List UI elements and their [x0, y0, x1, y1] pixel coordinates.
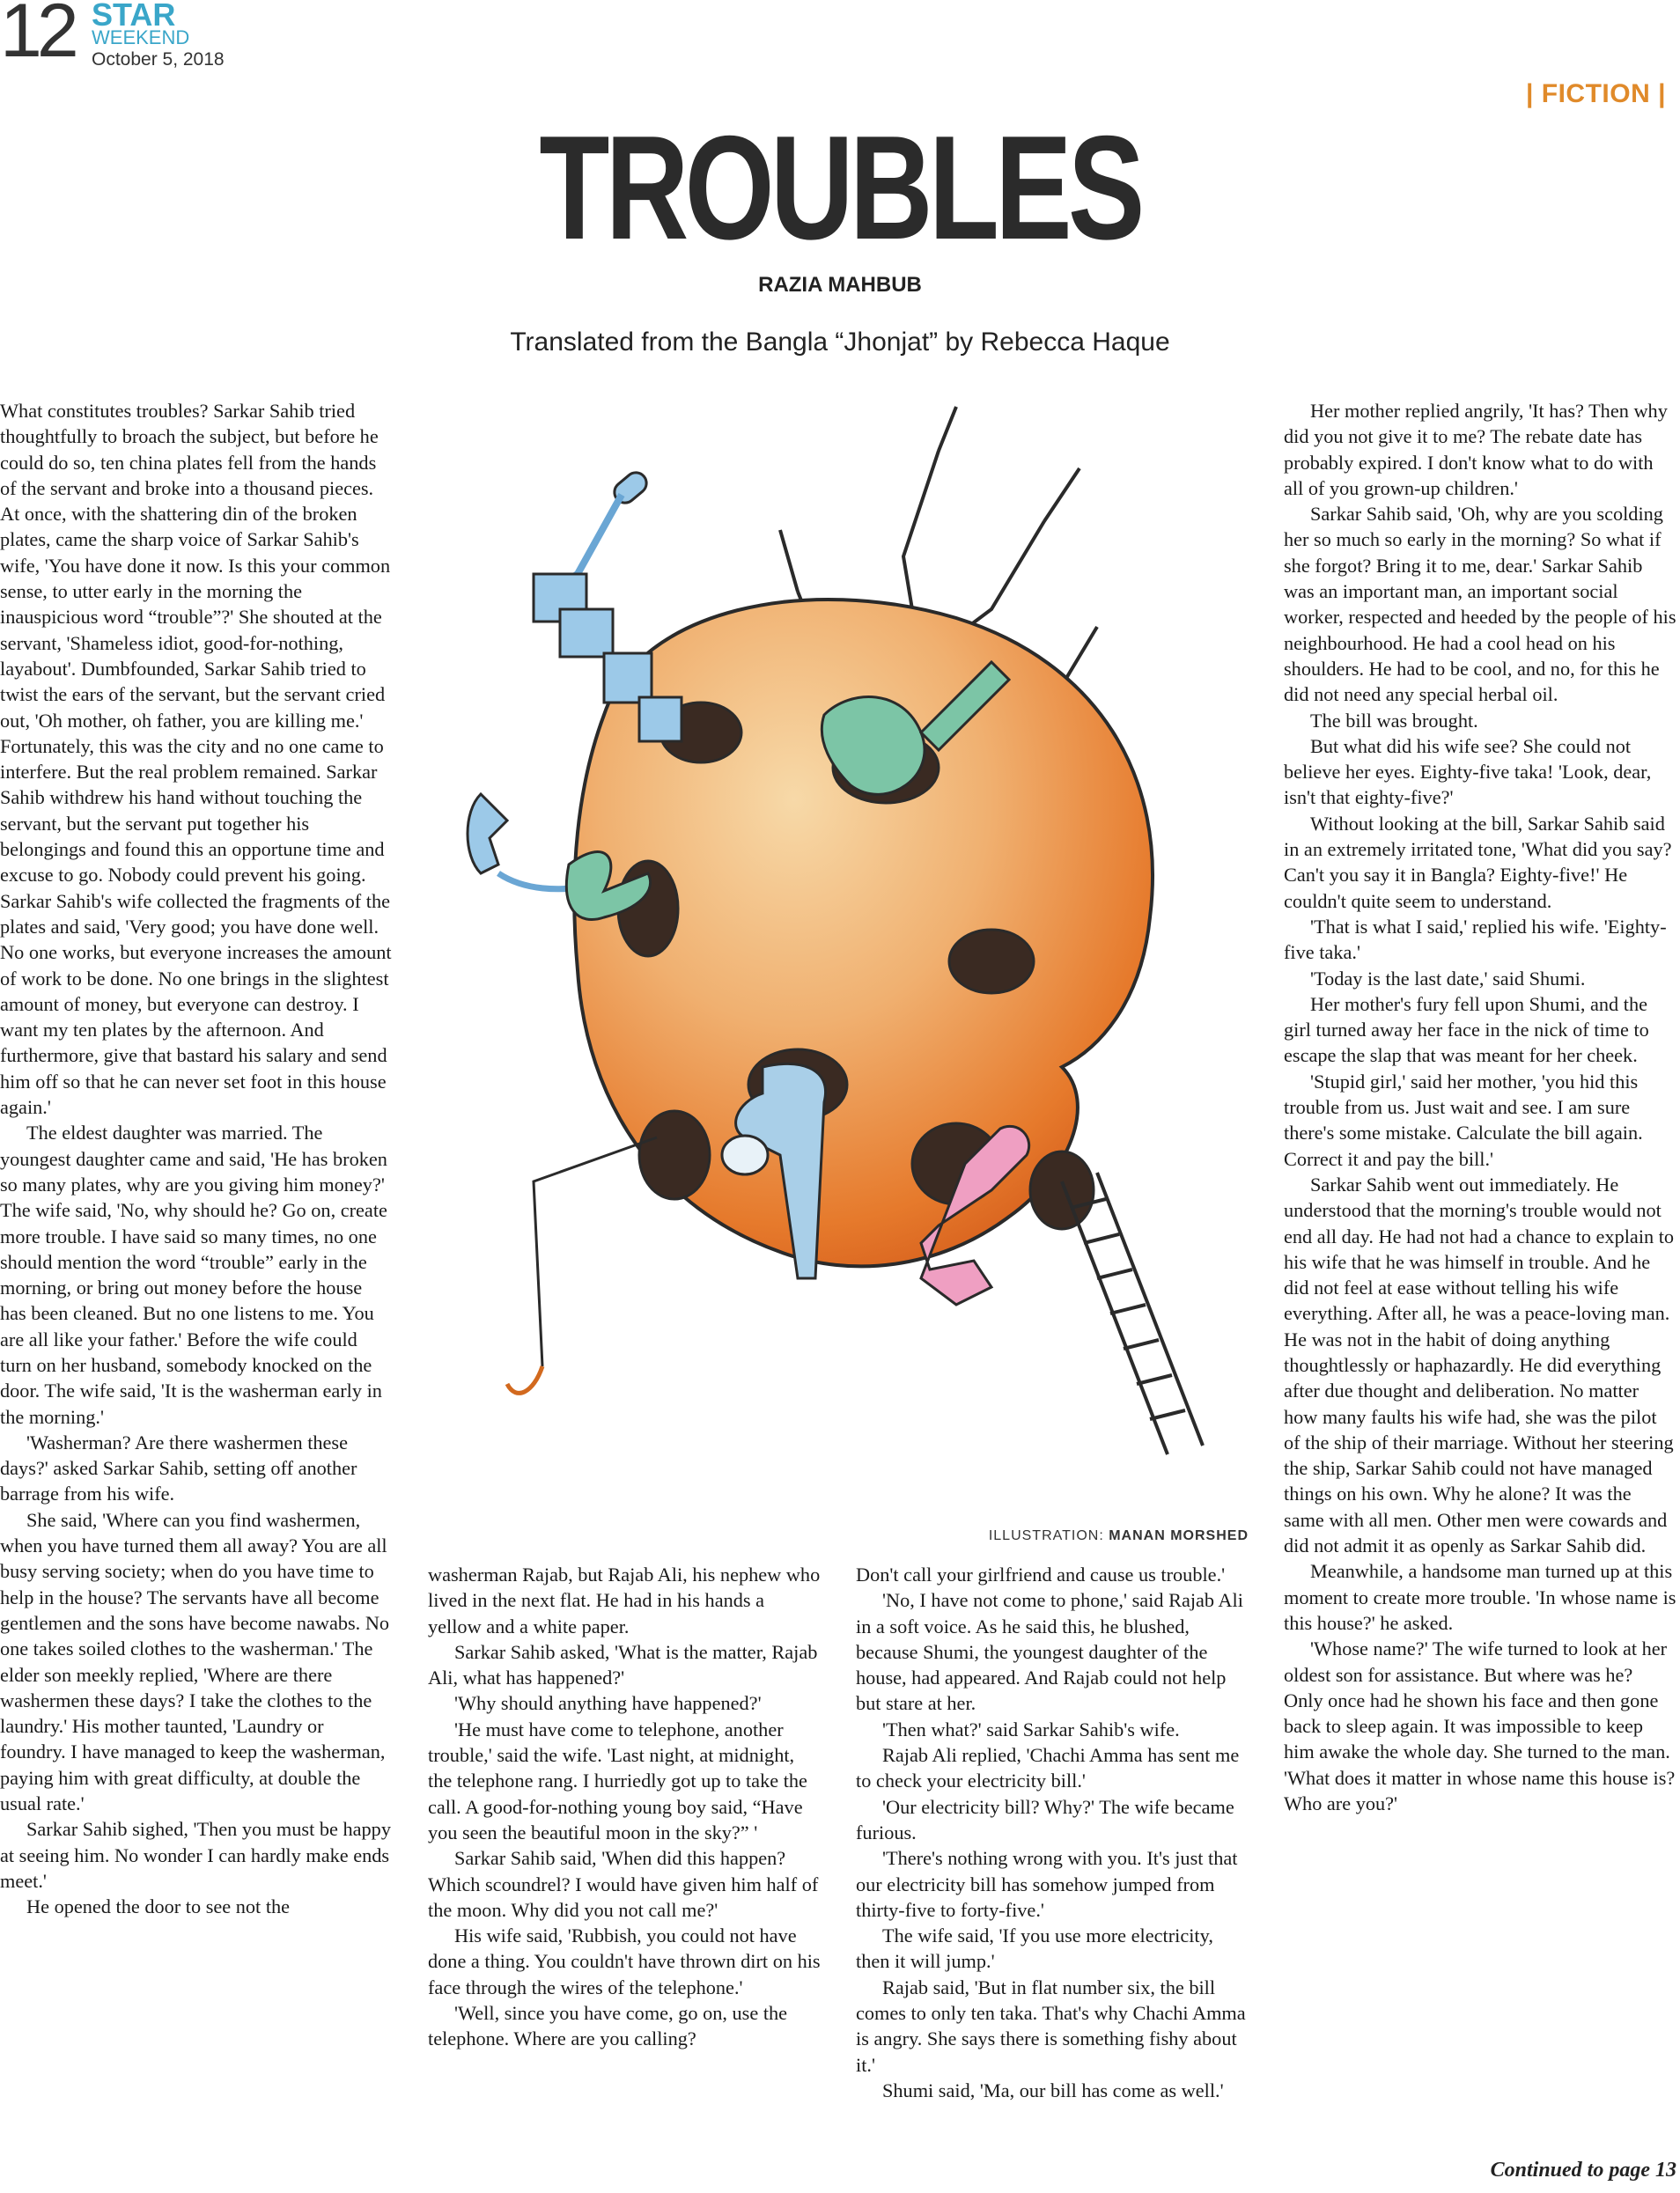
paragraph: 'Why should anything have happened?'	[454, 1692, 762, 1715]
page-number: 12	[0, 0, 74, 73]
paragraph: 'Today is the last date,' said Shumi.	[1310, 967, 1586, 990]
story-title: TROUBLES	[539, 105, 1141, 270]
paragraph: The eldest daughter was married. The youngest daughter came and said, 'He has broken so many plates, why are you giving him money?' The wife said, 'No, why should he? Go on, create more trouble. I have said so many times, no one should mention the word “trouble” early in the morning, or bring out money before the house has been cleaned. But no one listens to me. You are all like your father.' Before the wife could turn on her husband, somebody knocked on the door. The wife said, 'It is the washerman early in the morning.'	[0, 1122, 387, 1428]
masthead	[0, 0, 282, 76]
brand-weekend: WEEKEND	[92, 26, 190, 48]
illustration-credit	[989, 1528, 1249, 1544]
section-tag: | FICTION |	[1526, 79, 1666, 108]
author-byline: RAZIA MAHBUB	[758, 273, 922, 297]
paragraph: Without looking at the bill, Sarkar Sahib said in an extremely irritated tone, 'What did you say? Can't you say it in Bangla? Eighty-five!' He couldn't quite seem to understand.	[1284, 812, 1672, 912]
illustration-credit-label: ILLUSTRATION:	[988, 1528, 1109, 1543]
paragraph: 'Well, since you have come, go on, use the telephone. Where are you calling?	[428, 2002, 788, 2050]
paragraph: His wife said, 'Rubbish, you could not have done a thing. You couldn't have thrown dirt on his face through the wires of the telephone.'	[428, 1924, 821, 1998]
paragraph: Sarkar Sahib said, 'Oh, why are you scolding her so much so early in the morning? So what if she forgot? Bring it to me, dear.' Sarkar Sahib was an important man, an important social worker, respected and heeded by the people of his neighbourhood. He had a cool head on his shoulders. He had to be cool, and no, for this he did not need any special herbal oil.	[1284, 503, 1676, 706]
paragraph: Sarkar Sahib said, 'When did this happen? Which scoundrel? I would have given him half of the moon. Why did you not call me?'	[428, 1847, 819, 1921]
paragraph: Her mother replied angrily, 'It has? Then why did you not give it to me? The rebate date has probably expired. I don't know what to do with all of you grown-up children.'	[1284, 400, 1668, 499]
illustration	[428, 398, 1249, 1490]
paragraph: washerman Rajab, but Rajab Ali, his nephew who lived in the next flat. He had in his hands a yellow and a white paper.	[428, 1564, 821, 1637]
paragraph: 'Our electricity bill? Why?' The wife became furious.	[856, 1795, 1234, 1843]
issue-date: October 5, 2018	[92, 49, 225, 70]
lamp-and-frames-icon	[534, 468, 682, 741]
paragraph: 'Then what?' said Sarkar Sahib's wife.	[882, 1718, 1180, 1740]
paragraph: 'Whose name?' The wife turned to look at her oldest son for assistance. But where was he? Only once had he shown his face and then gone back to sleep again. It was impossible to keep him awake the whole day. She turned to the man. 'What does it matter in whose name this house is? Who are you?'	[1284, 1637, 1676, 1815]
paragraph: Sarkar Sahib asked, 'What is the matter, Rajab Ali, what has happened?'	[428, 1640, 818, 1689]
paragraph: Rajab Ali replied, 'Chachi Amma has sent me to check your electricity bill.'	[856, 1744, 1240, 1792]
paragraph: Her mother's fury fell upon Shumi, and the girl turned away her face in the nick of time to escape the slap that was meant for her cheek.	[1284, 992, 1649, 1067]
paragraph: 'There's nothing wrong with you. It's just that our electricity bill has somehow jumped from thirty-five to forty-five.'	[856, 1847, 1238, 1921]
paragraph: She said, 'Where can you find washermen, when you have turned them all away? You are all busy serving society; when do you have time to help in the house? The servants have all become gentlemen and the sons have become nawabs. No one takes soiled clothes to the washerman.' The elder son meekly replied, 'Where are there washermen these days? I take the clothes to the laundry.' His mother taunted, 'Laundry or foundry. I have managed to keep the washerman, paying him with great difficulty, at double the usual rate.'	[0, 1508, 390, 1815]
brand-star: STAR	[92, 0, 176, 33]
text-column-2	[428, 1562, 821, 2052]
text-column-1	[0, 398, 393, 1920]
paragraph: Meanwhile, a handsome man turned up at this moment to create more trouble. 'In whose name is this house?' he asked.	[1284, 1560, 1676, 1634]
text-column-4	[1284, 398, 1676, 1816]
paragraph: 'That is what I said,' replied his wife. 'Eighty-five taka.'	[1284, 915, 1667, 964]
paragraph: Sarkar Sahib went out immediately. He understood that the morning's trouble would not end all day. He had not had a chance to explain to his wife that he was himself in trouble. And he did not feel at ease without telling his wife everything. After all, he was a peace-loving man. He was not in the habit of doing anything thoughtlessly or haphazardly. He did everything after due thought and deliberation. No matter how many faults his wife had, she was the pilot of the ship of their marriage. Without her steering the ship, Sarkar Sahib could not have managed things on his own. Why he alone? It was the same with all men. Other men were cowards and did not admit it as openly as Sarkar Sahib did.	[1284, 1173, 1675, 1557]
paragraph: He opened the door to see not the	[26, 1895, 291, 1918]
paragraph: 'Stupid girl,' said her mother, 'you hid this trouble from us. Just wait and see. I am sure there's some mistake. Calculate the bill again. Correct it and pay the bill.'	[1284, 1070, 1643, 1170]
paragraph: Rajab said, 'But in flat number six, the bill comes to only ten taka. That's why Chachi Amma is angry. She says there is something fishy about it.'	[856, 1976, 1246, 2076]
paragraph: What constitutes troubles? Sarkar Sahib tried thoughtfully to broach the subject, but before he could do so, ten china plates fell from the hands of the servant and broke into a thousand pieces. At once, with the shattering din of the broken plates, came the sharp voice of Sarkar Sahib's wife, 'You have done it now. Is this your common sense, to utter early in the morning the inauspicious word “trouble”?' She shouted at the servant, 'Shameless idiot, good-for-nothing, layabout'. Dumbfounded, Sarkar Sahib tried to twist the ears of the servant, but the servant cried out, 'Oh mother, oh father, you are killing me.' Fortunately, this was the city and no one came to interfere. But the real problem remained. Sarkar Sahib withdrew his hand without touching the servant, but the servant put together his belongings and found this an opportune time and excuse to go. Nobody could prevent his going. Sarkar Sahib's wife collected the fragments of the plates and said, 'Very good; you have done well. No one works, but everyone increases the amount of work to be done. No one brings in the slightest amount of money, but everyone can destroy. I want my ten plates by the afternoon. And furthermore, give that bastard his salary and send him off so that he can never set foot in this house again.'	[0, 400, 392, 1119]
continued-note: Continued to page 13	[1490, 2159, 1676, 2182]
paragraph: 'No, I have not come to phone,' said Rajab Ali in a soft voice. As he said this, he blushed, because Shumi, the youngest daughter of the house, had appeared. And Rajab could not help but stare at her.	[856, 1589, 1243, 1715]
paragraph: Sarkar Sahib sighed, 'Then you must be happy at seeing him. No wonder I can hardly make ends meet.'	[0, 1818, 391, 1892]
paragraph: But what did his wife see? She could not believe her eyes. Eighty-five taka! 'Look, dear, isn't that eighty-five?'	[1284, 734, 1652, 809]
paragraph: 'He must have come to telephone, another trouble,' said the wife. 'Last night, at midnight, the telephone rang. I hurriedly got up to take the call. A good-for-nothing young boy said, “Have you seen the beautiful moon in the sky?” '	[428, 1718, 807, 1843]
paragraph: Don't call your girlfriend and cause us trouble.'	[856, 1564, 1226, 1586]
illustrator-name: MANAN MORSHED	[1109, 1528, 1249, 1543]
paragraph: Shumi said, 'Ma, our bill has come as well.'	[882, 2079, 1224, 2101]
fishing-line-icon	[507, 1137, 657, 1393]
paragraph: 'Washerman? Are there washermen these days?' asked Sarkar Sahib, setting off another barrage from his wife.	[0, 1431, 357, 1505]
paragraph: The bill was brought.	[1310, 709, 1478, 732]
paragraph: The wife said, 'If you use more electricity, then it will jump.'	[856, 1924, 1213, 1973]
text-column-3	[856, 1562, 1249, 2103]
translation-credit: Translated from the Bangla “Jhonjat” by Rebecca Haque	[510, 327, 1170, 357]
